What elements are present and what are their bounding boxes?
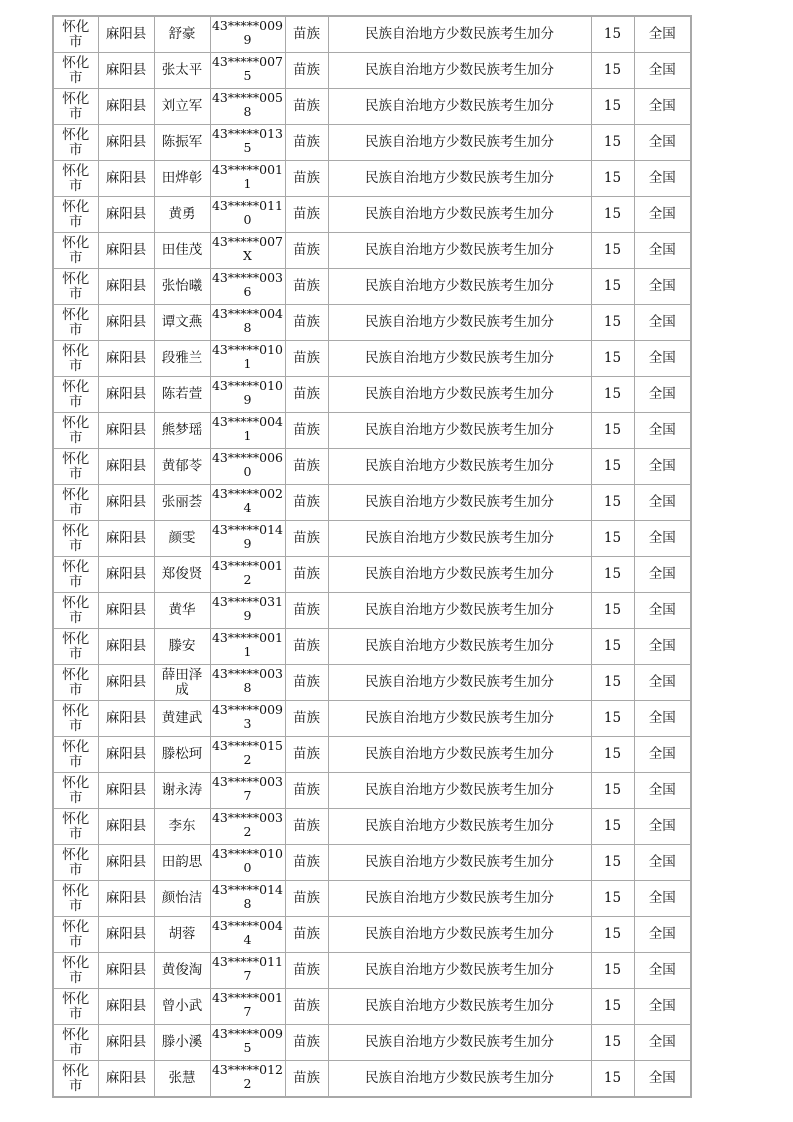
county-cell: 麻阳县 bbox=[98, 197, 154, 233]
county-cell: 麻阳县 bbox=[98, 53, 154, 89]
city-cell: 怀化市 bbox=[53, 125, 98, 161]
scope-cell: 全国 bbox=[634, 773, 691, 809]
bonus-policy-cell: 民族自治地方少数民族考生加分 bbox=[328, 413, 591, 449]
city-cell: 怀化市 bbox=[53, 953, 98, 989]
city-cell: 怀化市 bbox=[53, 377, 98, 413]
id-number-cell: 43*****007X bbox=[210, 233, 285, 269]
bonus-policy-cell: 民族自治地方少数民族考生加分 bbox=[328, 845, 591, 881]
bonus-points-cell: 15 bbox=[591, 557, 634, 593]
county-cell: 麻阳县 bbox=[98, 1061, 154, 1098]
county-cell: 麻阳县 bbox=[98, 413, 154, 449]
bonus-points-cell: 15 bbox=[591, 773, 634, 809]
bonus-policy-cell: 民族自治地方少数民族考生加分 bbox=[328, 1061, 591, 1098]
table-body bbox=[53, 16, 691, 1097]
candidate-name-cell: 陈振军 bbox=[154, 125, 210, 161]
ethnicity-cell: 苗族 bbox=[285, 809, 328, 845]
candidate-name-cell: 刘立军 bbox=[154, 89, 210, 125]
bonus-points-cell: 15 bbox=[591, 485, 634, 521]
ethnicity-cell: 苗族 bbox=[285, 161, 328, 197]
bonus-policy-cell: 民族自治地方少数民族考生加分 bbox=[328, 16, 591, 53]
bonus-points-cell: 15 bbox=[591, 917, 634, 953]
bonus-points-cell: 15 bbox=[591, 737, 634, 773]
city-cell: 怀化市 bbox=[53, 89, 98, 125]
scope-cell: 全国 bbox=[634, 413, 691, 449]
bonus-policy-cell: 民族自治地方少数民族考生加分 bbox=[328, 53, 591, 89]
table-row bbox=[53, 845, 691, 881]
city-cell: 怀化市 bbox=[53, 629, 98, 665]
bonus-points-cell: 15 bbox=[591, 629, 634, 665]
city-cell: 怀化市 bbox=[53, 989, 98, 1025]
candidate-name-cell: 颜怡洁 bbox=[154, 881, 210, 917]
scope-cell: 全国 bbox=[634, 737, 691, 773]
ethnicity-cell: 苗族 bbox=[285, 197, 328, 233]
bonus-points-cell: 15 bbox=[591, 89, 634, 125]
bonus-policy-cell: 民族自治地方少数民族考生加分 bbox=[328, 737, 591, 773]
bonus-policy-cell: 民族自治地方少数民族考生加分 bbox=[328, 593, 591, 629]
bonus-policy-cell: 民族自治地方少数民族考生加分 bbox=[328, 89, 591, 125]
bonus-policy-cell: 民族自治地方少数民族考生加分 bbox=[328, 953, 591, 989]
scope-cell: 全国 bbox=[634, 305, 691, 341]
id-number-cell: 43*****0135 bbox=[210, 125, 285, 161]
bonus-policy-cell: 民族自治地方少数民族考生加分 bbox=[328, 917, 591, 953]
candidate-name-cell: 张怡曦 bbox=[154, 269, 210, 305]
county-cell: 麻阳县 bbox=[98, 881, 154, 917]
city-cell: 怀化市 bbox=[53, 233, 98, 269]
ethnicity-cell: 苗族 bbox=[285, 593, 328, 629]
id-number-cell: 43*****0093 bbox=[210, 701, 285, 737]
city-cell: 怀化市 bbox=[53, 305, 98, 341]
candidate-name-cell: 谭文燕 bbox=[154, 305, 210, 341]
table-row bbox=[53, 809, 691, 845]
city-cell: 怀化市 bbox=[53, 16, 98, 53]
bonus-points-cell: 15 bbox=[591, 989, 634, 1025]
table-row bbox=[53, 773, 691, 809]
ethnicity-cell: 苗族 bbox=[285, 521, 328, 557]
county-cell: 麻阳县 bbox=[98, 16, 154, 53]
scope-cell: 全国 bbox=[634, 89, 691, 125]
scope-cell: 全国 bbox=[634, 845, 691, 881]
ethnicity-cell: 苗族 bbox=[285, 1025, 328, 1061]
bonus-points-cell: 15 bbox=[591, 521, 634, 557]
bonus-policy-cell: 民族自治地方少数民族考生加分 bbox=[328, 485, 591, 521]
county-cell: 麻阳县 bbox=[98, 701, 154, 737]
table-row bbox=[53, 557, 691, 593]
city-cell: 怀化市 bbox=[53, 485, 98, 521]
county-cell: 麻阳县 bbox=[98, 1025, 154, 1061]
county-cell: 麻阳县 bbox=[98, 125, 154, 161]
bonus-policy-cell: 民族自治地方少数民族考生加分 bbox=[328, 449, 591, 485]
ethnicity-cell: 苗族 bbox=[285, 53, 328, 89]
bonus-points-cell: 15 bbox=[591, 269, 634, 305]
bonus-policy-cell: 民族自治地方少数民族考生加分 bbox=[328, 701, 591, 737]
county-cell: 麻阳县 bbox=[98, 809, 154, 845]
scope-cell: 全国 bbox=[634, 593, 691, 629]
table-row bbox=[53, 593, 691, 629]
county-cell: 麻阳县 bbox=[98, 593, 154, 629]
scope-cell: 全国 bbox=[634, 233, 691, 269]
ethnicity-cell: 苗族 bbox=[285, 377, 328, 413]
ethnicity-cell: 苗族 bbox=[285, 989, 328, 1025]
scope-cell: 全国 bbox=[634, 629, 691, 665]
id-number-cell: 43*****0075 bbox=[210, 53, 285, 89]
id-number-cell: 43*****0038 bbox=[210, 665, 285, 701]
scope-cell: 全国 bbox=[634, 1025, 691, 1061]
scope-cell: 全国 bbox=[634, 485, 691, 521]
city-cell: 怀化市 bbox=[53, 161, 98, 197]
id-number-cell: 43*****0048 bbox=[210, 305, 285, 341]
ethnicity-cell: 苗族 bbox=[285, 485, 328, 521]
ethnicity-cell: 苗族 bbox=[285, 341, 328, 377]
table-row bbox=[53, 485, 691, 521]
table-row bbox=[53, 1025, 691, 1061]
table-row bbox=[53, 233, 691, 269]
county-cell: 麻阳县 bbox=[98, 233, 154, 269]
bonus-policy-cell: 民族自治地方少数民族考生加分 bbox=[328, 233, 591, 269]
county-cell: 麻阳县 bbox=[98, 485, 154, 521]
id-number-cell: 43*****0037 bbox=[210, 773, 285, 809]
scope-cell: 全国 bbox=[634, 917, 691, 953]
candidate-name-cell: 舒豪 bbox=[154, 16, 210, 53]
candidate-name-cell: 张慧 bbox=[154, 1061, 210, 1098]
bonus-policy-cell: 民族自治地方少数民族考生加分 bbox=[328, 305, 591, 341]
id-number-cell: 43*****0101 bbox=[210, 341, 285, 377]
scope-cell: 全国 bbox=[634, 953, 691, 989]
candidate-name-cell: 熊梦瑶 bbox=[154, 413, 210, 449]
county-cell: 麻阳县 bbox=[98, 377, 154, 413]
ethnicity-cell: 苗族 bbox=[285, 845, 328, 881]
county-cell: 麻阳县 bbox=[98, 629, 154, 665]
county-cell: 麻阳县 bbox=[98, 845, 154, 881]
table-row bbox=[53, 125, 691, 161]
county-cell: 麻阳县 bbox=[98, 305, 154, 341]
candidate-name-cell: 张丽荟 bbox=[154, 485, 210, 521]
bonus-points-cell: 15 bbox=[591, 449, 634, 485]
id-number-cell: 43*****0012 bbox=[210, 557, 285, 593]
county-cell: 麻阳县 bbox=[98, 953, 154, 989]
bonus-points-cell: 15 bbox=[591, 593, 634, 629]
bonus-points-cell: 15 bbox=[591, 953, 634, 989]
county-cell: 麻阳县 bbox=[98, 737, 154, 773]
bonus-policy-cell: 民族自治地方少数民族考生加分 bbox=[328, 1025, 591, 1061]
county-cell: 麻阳县 bbox=[98, 521, 154, 557]
candidate-name-cell: 颜雯 bbox=[154, 521, 210, 557]
ethnicity-cell: 苗族 bbox=[285, 413, 328, 449]
bonus-points-cell: 15 bbox=[591, 701, 634, 737]
ethnicity-cell: 苗族 bbox=[285, 701, 328, 737]
ethnicity-cell: 苗族 bbox=[285, 16, 328, 53]
candidate-name-cell: 田佳茂 bbox=[154, 233, 210, 269]
table-row bbox=[53, 413, 691, 449]
city-cell: 怀化市 bbox=[53, 557, 98, 593]
candidate-name-cell: 田烨彰 bbox=[154, 161, 210, 197]
scope-cell: 全国 bbox=[634, 449, 691, 485]
candidate-name-cell: 谢永涛 bbox=[154, 773, 210, 809]
city-cell: 怀化市 bbox=[53, 809, 98, 845]
bonus-policy-cell: 民族自治地方少数民族考生加分 bbox=[328, 629, 591, 665]
candidate-name-cell: 胡蓉 bbox=[154, 917, 210, 953]
table-row bbox=[53, 701, 691, 737]
candidate-name-cell: 黄勇 bbox=[154, 197, 210, 233]
bonus-points-cell: 15 bbox=[591, 16, 634, 53]
bonus-policy-cell: 民族自治地方少数民族考生加分 bbox=[328, 521, 591, 557]
scope-cell: 全国 bbox=[634, 701, 691, 737]
bonus-points-cell: 15 bbox=[591, 809, 634, 845]
scope-cell: 全国 bbox=[634, 341, 691, 377]
ethnicity-cell: 苗族 bbox=[285, 233, 328, 269]
bonus-policy-cell: 民族自治地方少数民族考生加分 bbox=[328, 773, 591, 809]
candidate-name-cell: 黄建武 bbox=[154, 701, 210, 737]
city-cell: 怀化市 bbox=[53, 413, 98, 449]
id-number-cell: 43*****0152 bbox=[210, 737, 285, 773]
ethnicity-cell: 苗族 bbox=[285, 737, 328, 773]
candidate-name-cell: 薛田泽成 bbox=[154, 665, 210, 701]
scope-cell: 全国 bbox=[634, 881, 691, 917]
bonus-points-cell: 15 bbox=[591, 377, 634, 413]
county-cell: 麻阳县 bbox=[98, 773, 154, 809]
city-cell: 怀化市 bbox=[53, 1061, 98, 1098]
city-cell: 怀化市 bbox=[53, 845, 98, 881]
county-cell: 麻阳县 bbox=[98, 665, 154, 701]
bonus-policy-cell: 民族自治地方少数民族考生加分 bbox=[328, 809, 591, 845]
table-row bbox=[53, 197, 691, 233]
bonus-policy-cell: 民族自治地方少数民族考生加分 bbox=[328, 377, 591, 413]
bonus-policy-cell: 民族自治地方少数民族考生加分 bbox=[328, 161, 591, 197]
bonus-points-cell: 15 bbox=[591, 233, 634, 269]
ethnicity-cell: 苗族 bbox=[285, 89, 328, 125]
id-number-cell: 43*****0100 bbox=[210, 845, 285, 881]
ethnicity-cell: 苗族 bbox=[285, 665, 328, 701]
county-cell: 麻阳县 bbox=[98, 341, 154, 377]
bonus-points-cell: 15 bbox=[591, 341, 634, 377]
candidate-name-cell: 陈若萱 bbox=[154, 377, 210, 413]
id-number-cell: 43*****0044 bbox=[210, 917, 285, 953]
city-cell: 怀化市 bbox=[53, 341, 98, 377]
ethnicity-cell: 苗族 bbox=[285, 449, 328, 485]
county-cell: 麻阳县 bbox=[98, 989, 154, 1025]
id-number-cell: 43*****0099 bbox=[210, 16, 285, 53]
city-cell: 怀化市 bbox=[53, 53, 98, 89]
scope-cell: 全国 bbox=[634, 665, 691, 701]
bonus-policy-cell: 民族自治地方少数民族考生加分 bbox=[328, 989, 591, 1025]
table-row bbox=[53, 53, 691, 89]
candidate-name-cell: 黄华 bbox=[154, 593, 210, 629]
scope-cell: 全国 bbox=[634, 16, 691, 53]
table-row bbox=[53, 737, 691, 773]
table-row bbox=[53, 881, 691, 917]
ethnicity-cell: 苗族 bbox=[285, 773, 328, 809]
city-cell: 怀化市 bbox=[53, 881, 98, 917]
id-number-cell: 43*****0017 bbox=[210, 989, 285, 1025]
id-number-cell: 43*****0024 bbox=[210, 485, 285, 521]
id-number-cell: 43*****0011 bbox=[210, 629, 285, 665]
table-row bbox=[53, 341, 691, 377]
city-cell: 怀化市 bbox=[53, 665, 98, 701]
ethnicity-cell: 苗族 bbox=[285, 1061, 328, 1098]
id-number-cell: 43*****0058 bbox=[210, 89, 285, 125]
bonus-points-cell: 15 bbox=[591, 881, 634, 917]
candidate-name-cell: 黄郁苓 bbox=[154, 449, 210, 485]
city-cell: 怀化市 bbox=[53, 593, 98, 629]
id-number-cell: 43*****0110 bbox=[210, 197, 285, 233]
id-number-cell: 43*****0109 bbox=[210, 377, 285, 413]
city-cell: 怀化市 bbox=[53, 1025, 98, 1061]
id-number-cell: 43*****0060 bbox=[210, 449, 285, 485]
id-number-cell: 43*****0032 bbox=[210, 809, 285, 845]
ethnicity-cell: 苗族 bbox=[285, 125, 328, 161]
candidate-name-cell: 曾小武 bbox=[154, 989, 210, 1025]
scope-cell: 全国 bbox=[634, 161, 691, 197]
table-row bbox=[53, 917, 691, 953]
scope-cell: 全国 bbox=[634, 377, 691, 413]
bonus-points-cell: 15 bbox=[591, 1061, 634, 1098]
table-row bbox=[53, 161, 691, 197]
table-row bbox=[53, 629, 691, 665]
bonus-policy-cell: 民族自治地方少数民族考生加分 bbox=[328, 269, 591, 305]
table-row bbox=[53, 89, 691, 125]
city-cell: 怀化市 bbox=[53, 449, 98, 485]
city-cell: 怀化市 bbox=[53, 737, 98, 773]
ethnicity-cell: 苗族 bbox=[285, 881, 328, 917]
ethnicity-cell: 苗族 bbox=[285, 557, 328, 593]
bonus-points-cell: 15 bbox=[591, 53, 634, 89]
id-number-cell: 43*****0117 bbox=[210, 953, 285, 989]
table-row bbox=[53, 989, 691, 1025]
table-row bbox=[53, 377, 691, 413]
bonus-policy-cell: 民族自治地方少数民族考生加分 bbox=[328, 341, 591, 377]
id-number-cell: 43*****0036 bbox=[210, 269, 285, 305]
city-cell: 怀化市 bbox=[53, 701, 98, 737]
id-number-cell: 43*****0041 bbox=[210, 413, 285, 449]
id-number-cell: 43*****0122 bbox=[210, 1061, 285, 1098]
table-row bbox=[53, 953, 691, 989]
city-cell: 怀化市 bbox=[53, 269, 98, 305]
county-cell: 麻阳县 bbox=[98, 557, 154, 593]
id-number-cell: 43*****0148 bbox=[210, 881, 285, 917]
candidate-name-cell: 段雅兰 bbox=[154, 341, 210, 377]
city-cell: 怀化市 bbox=[53, 773, 98, 809]
county-cell: 麻阳县 bbox=[98, 449, 154, 485]
scope-cell: 全国 bbox=[634, 557, 691, 593]
ethnicity-cell: 苗族 bbox=[285, 269, 328, 305]
candidate-name-cell: 滕小溪 bbox=[154, 1025, 210, 1061]
id-number-cell: 43*****0149 bbox=[210, 521, 285, 557]
table-row bbox=[53, 305, 691, 341]
table-row bbox=[53, 665, 691, 701]
ethnicity-cell: 苗族 bbox=[285, 917, 328, 953]
scope-cell: 全国 bbox=[634, 269, 691, 305]
bonus-policy-cell: 民族自治地方少数民族考生加分 bbox=[328, 125, 591, 161]
bonus-points-cell: 15 bbox=[591, 845, 634, 881]
bonus-points-cell: 15 bbox=[591, 1025, 634, 1061]
city-cell: 怀化市 bbox=[53, 917, 98, 953]
scope-cell: 全国 bbox=[634, 197, 691, 233]
county-cell: 麻阳县 bbox=[98, 917, 154, 953]
candidate-name-cell: 滕安 bbox=[154, 629, 210, 665]
table-row bbox=[53, 269, 691, 305]
county-cell: 麻阳县 bbox=[98, 161, 154, 197]
ethnicity-cell: 苗族 bbox=[285, 629, 328, 665]
candidate-name-cell: 李东 bbox=[154, 809, 210, 845]
bonus-points-cell: 15 bbox=[591, 125, 634, 161]
bonus-points-cell: 15 bbox=[591, 197, 634, 233]
table-row bbox=[53, 449, 691, 485]
ethnicity-cell: 苗族 bbox=[285, 305, 328, 341]
candidate-name-cell: 田韵思 bbox=[154, 845, 210, 881]
city-cell: 怀化市 bbox=[53, 521, 98, 557]
candidate-name-cell: 滕松珂 bbox=[154, 737, 210, 773]
candidate-name-cell: 郑俊贤 bbox=[154, 557, 210, 593]
county-cell: 麻阳县 bbox=[98, 89, 154, 125]
bonus-policy-cell: 民族自治地方少数民族考生加分 bbox=[328, 557, 591, 593]
scope-cell: 全国 bbox=[634, 125, 691, 161]
bonus-policy-cell: 民族自治地方少数民族考生加分 bbox=[328, 665, 591, 701]
county-cell: 麻阳县 bbox=[98, 269, 154, 305]
city-cell: 怀化市 bbox=[53, 197, 98, 233]
table-row bbox=[53, 1061, 691, 1098]
scope-cell: 全国 bbox=[634, 989, 691, 1025]
id-number-cell: 43*****0319 bbox=[210, 593, 285, 629]
scope-cell: 全国 bbox=[634, 521, 691, 557]
id-number-cell: 43*****0095 bbox=[210, 1025, 285, 1061]
id-number-cell: 43*****0011 bbox=[210, 161, 285, 197]
table-row bbox=[53, 521, 691, 557]
scope-cell: 全国 bbox=[634, 809, 691, 845]
candidate-name-cell: 黄俊淘 bbox=[154, 953, 210, 989]
bonus-points-table bbox=[52, 15, 692, 1098]
bonus-points-cell: 15 bbox=[591, 665, 634, 701]
bonus-policy-cell: 民族自治地方少数民族考生加分 bbox=[328, 881, 591, 917]
table-row bbox=[53, 16, 691, 53]
ethnicity-cell: 苗族 bbox=[285, 953, 328, 989]
bonus-points-cell: 15 bbox=[591, 413, 634, 449]
candidate-name-cell: 张太平 bbox=[154, 53, 210, 89]
scope-cell: 全国 bbox=[634, 1061, 691, 1098]
scope-cell: 全国 bbox=[634, 53, 691, 89]
bonus-points-cell: 15 bbox=[591, 161, 634, 197]
bonus-points-cell: 15 bbox=[591, 305, 634, 341]
bonus-policy-cell: 民族自治地方少数民族考生加分 bbox=[328, 197, 591, 233]
